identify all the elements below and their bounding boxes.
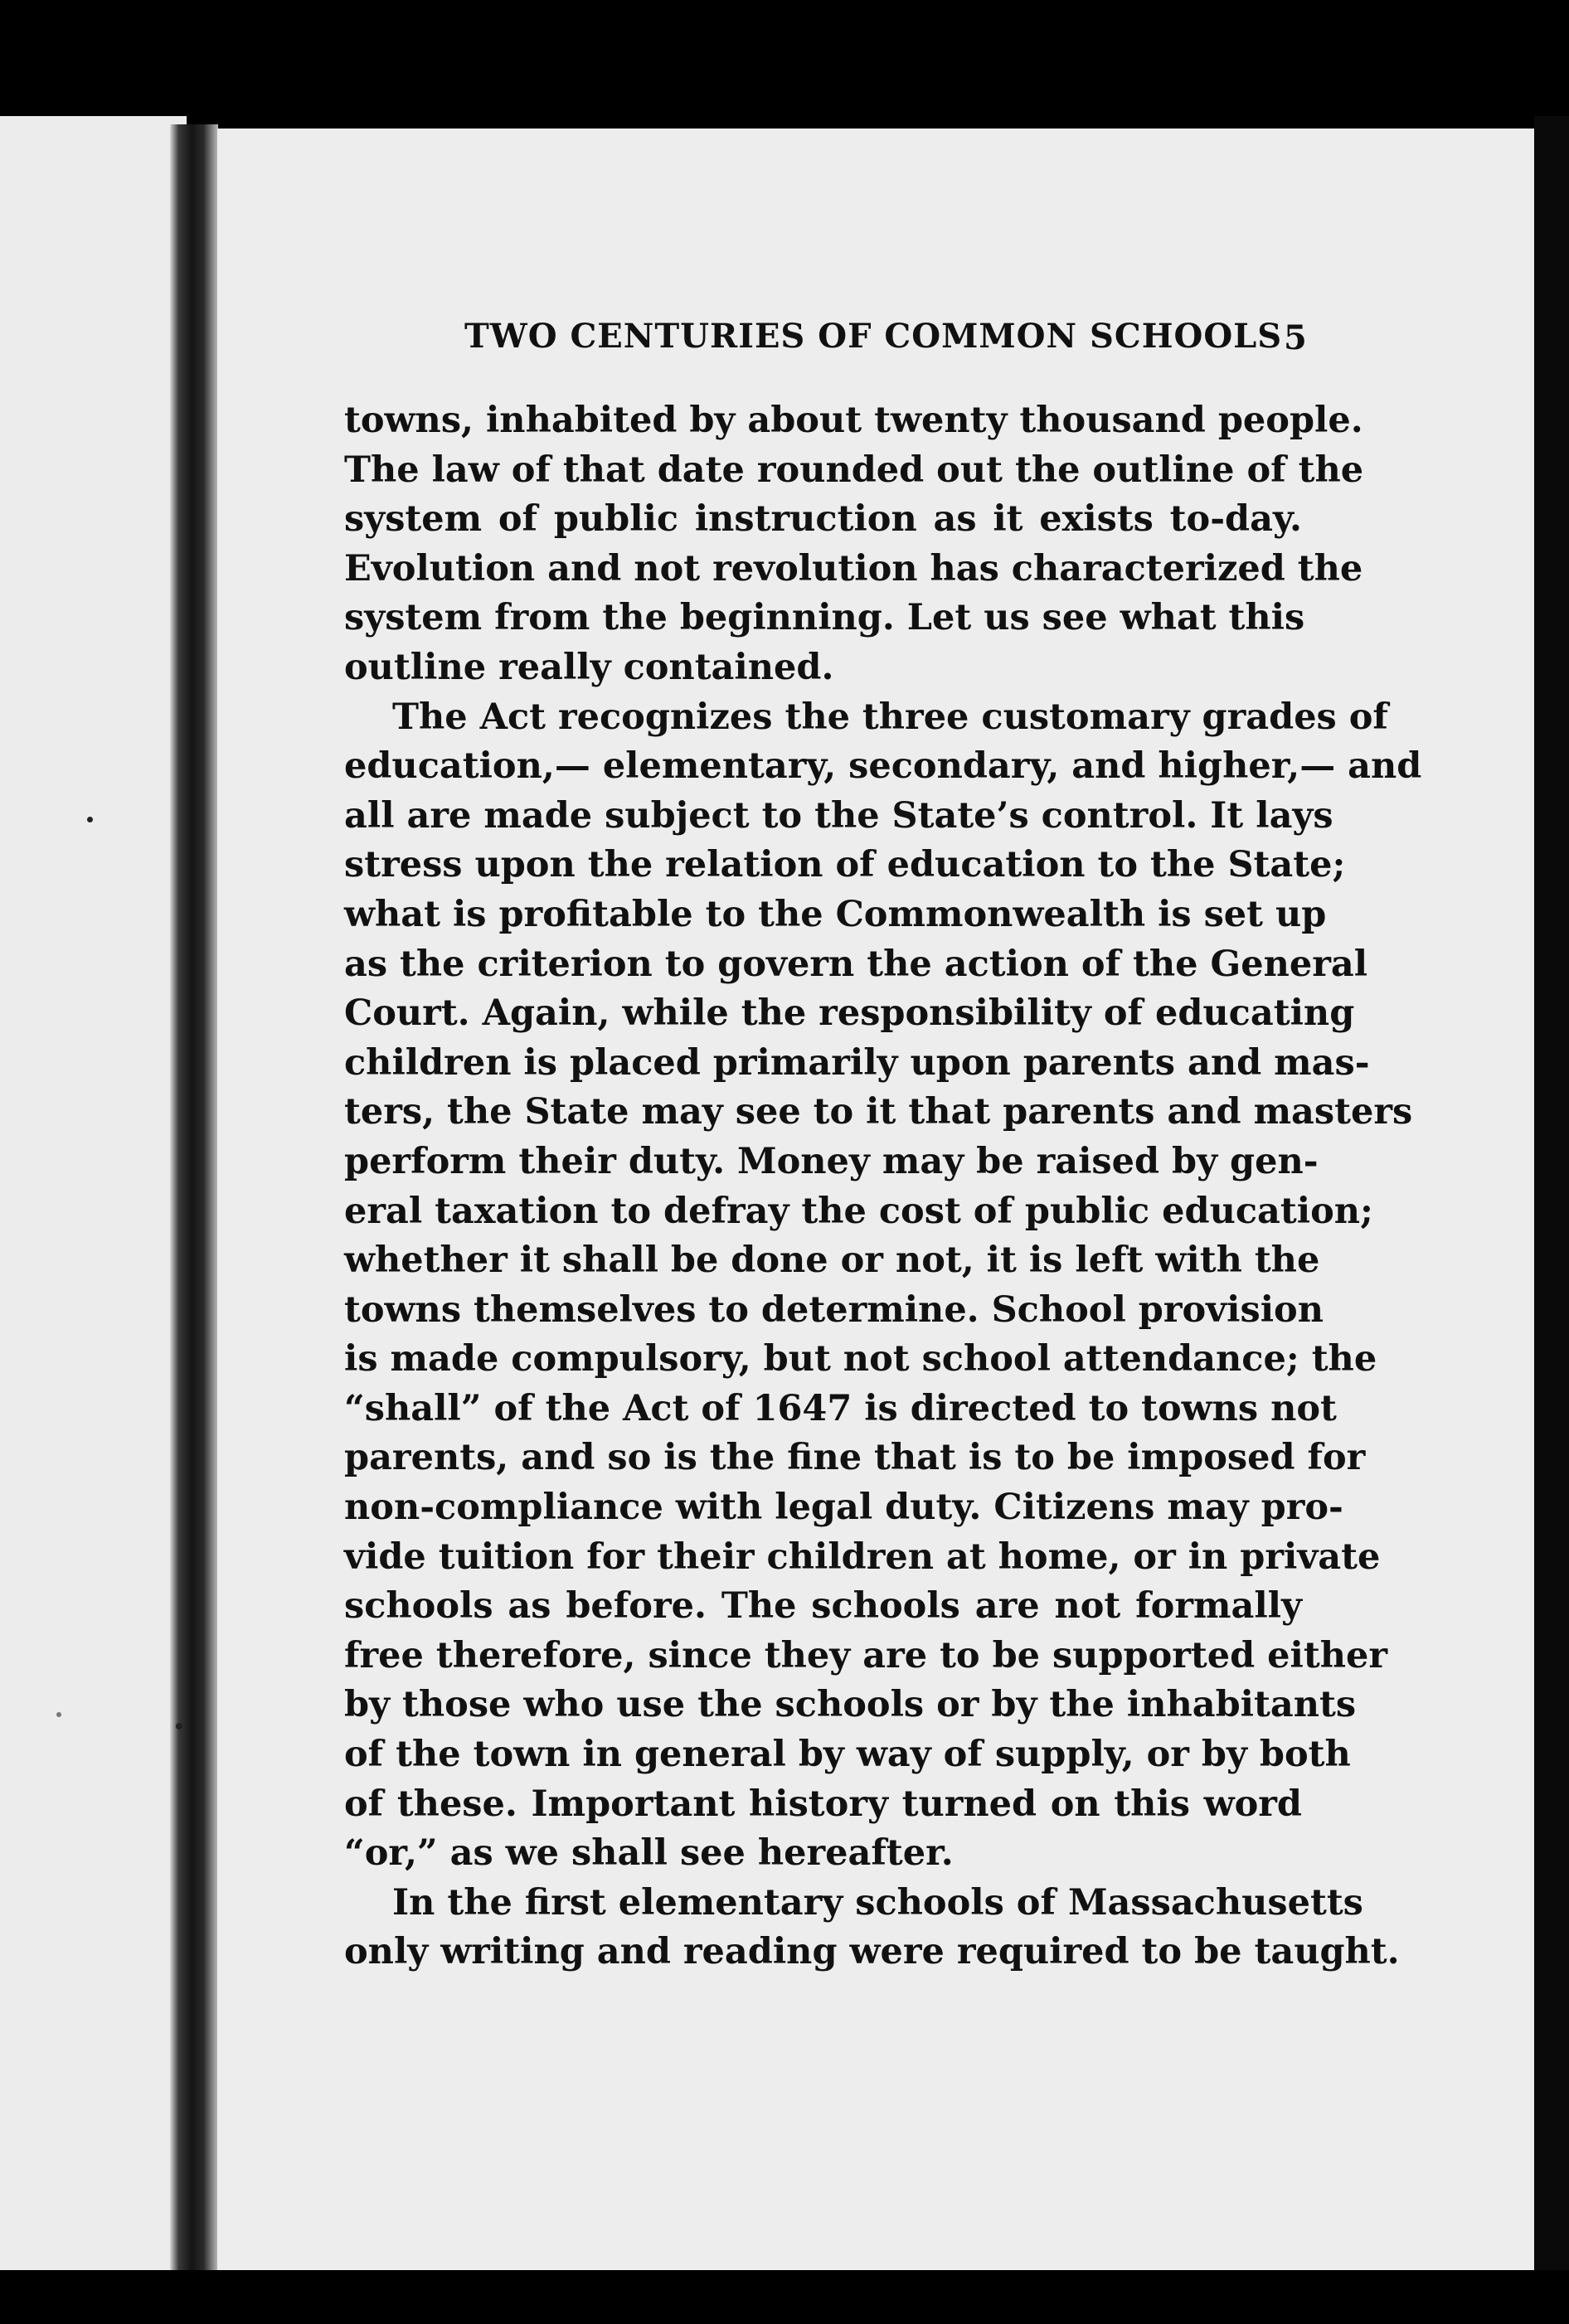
text-line: “or,” as we shall see hereafter. <box>344 1832 954 1875</box>
facing-page-edge <box>0 116 187 2270</box>
text-line: non-compliance with legal duty. Citizens may pro- <box>344 1487 1343 1529</box>
text-line: The Act recognizes the three customary grades of <box>392 696 1388 738</box>
text-line: by those who use the schools or by the inhabitants <box>344 1684 1357 1726</box>
text-line: vide tuition for their children at home, or in private <box>344 1536 1381 1578</box>
text-line: stress upon the relation of education to the State; <box>344 844 1346 886</box>
text-line: all are made subject to the State’s control. It lays <box>344 794 1333 837</box>
text-line: system from the beginning. Let us see what this <box>344 597 1305 639</box>
scan-speck <box>87 817 93 822</box>
text-line: In the first elementary schools of Massachusetts <box>392 1881 1363 1924</box>
text-line: towns themselves to determine. School provision <box>344 1288 1324 1331</box>
paragraph <box>344 1879 1400 1977</box>
text-line: system of public instruction as it exists to-day. <box>344 498 1302 541</box>
paragraph <box>344 693 1422 1879</box>
text-line: Evolution and not revolution has characterized the <box>344 547 1363 589</box>
text-line: perform their duty. Money may be raised by gen- <box>344 1140 1319 1182</box>
body-text <box>344 396 1422 1977</box>
page-number: 5 <box>1284 318 1307 357</box>
scan-border-bottom <box>0 2270 1569 2324</box>
text-line: schools as before. The schools are not formally <box>344 1585 1302 1628</box>
text-line: The law of that date rounded out the outline of the <box>344 449 1364 491</box>
text-line: education,— elementary, secondary, and higher,— and <box>344 745 1422 788</box>
scan-speck <box>176 1723 182 1730</box>
text-line: eral taxation to defray the cost of public education; <box>344 1190 1373 1232</box>
text-line: is made compulsory, but not school attendance; the <box>344 1338 1377 1380</box>
running-head: TWO CENTURIES OF COMMON SCHOOLS <box>464 317 1283 356</box>
paragraph <box>344 396 1364 693</box>
scan-border-right <box>1534 116 1569 2270</box>
text-line: children is placed primarily upon parents and mas- <box>344 1041 1370 1084</box>
text-line: outline really contained. <box>344 646 834 688</box>
text-line: ters, the State may see to it that parents and masters <box>344 1091 1413 1133</box>
book-gutter <box>170 124 218 2270</box>
scan-speck <box>56 1712 61 1717</box>
text-line: parents, and so is the fine that is to be imposed for <box>344 1437 1366 1479</box>
text-line: towns, inhabited by about twenty thousand people. <box>344 400 1363 441</box>
text-line: what is profitable to the Commonwealth is set up <box>344 893 1327 935</box>
scan-border-top <box>0 0 1569 116</box>
text-line: Court. Again, while the responsibility of educating <box>344 992 1355 1035</box>
text-line: “shall” of the Act of 1647 is directed to towns not <box>344 1387 1337 1429</box>
text-line: as the criterion to govern the action of the General <box>344 943 1368 985</box>
text-line: only writing and reading were required to be taught. <box>344 1931 1400 1973</box>
text-line: free therefore, since they are to be supported either <box>344 1634 1388 1676</box>
text-line: of the town in general by way of supply, or by both <box>344 1734 1351 1776</box>
text-line: whether it shall be done or not, it is left with the <box>344 1240 1320 1282</box>
text-line: of these. Important history turned on this word <box>344 1783 1302 1825</box>
